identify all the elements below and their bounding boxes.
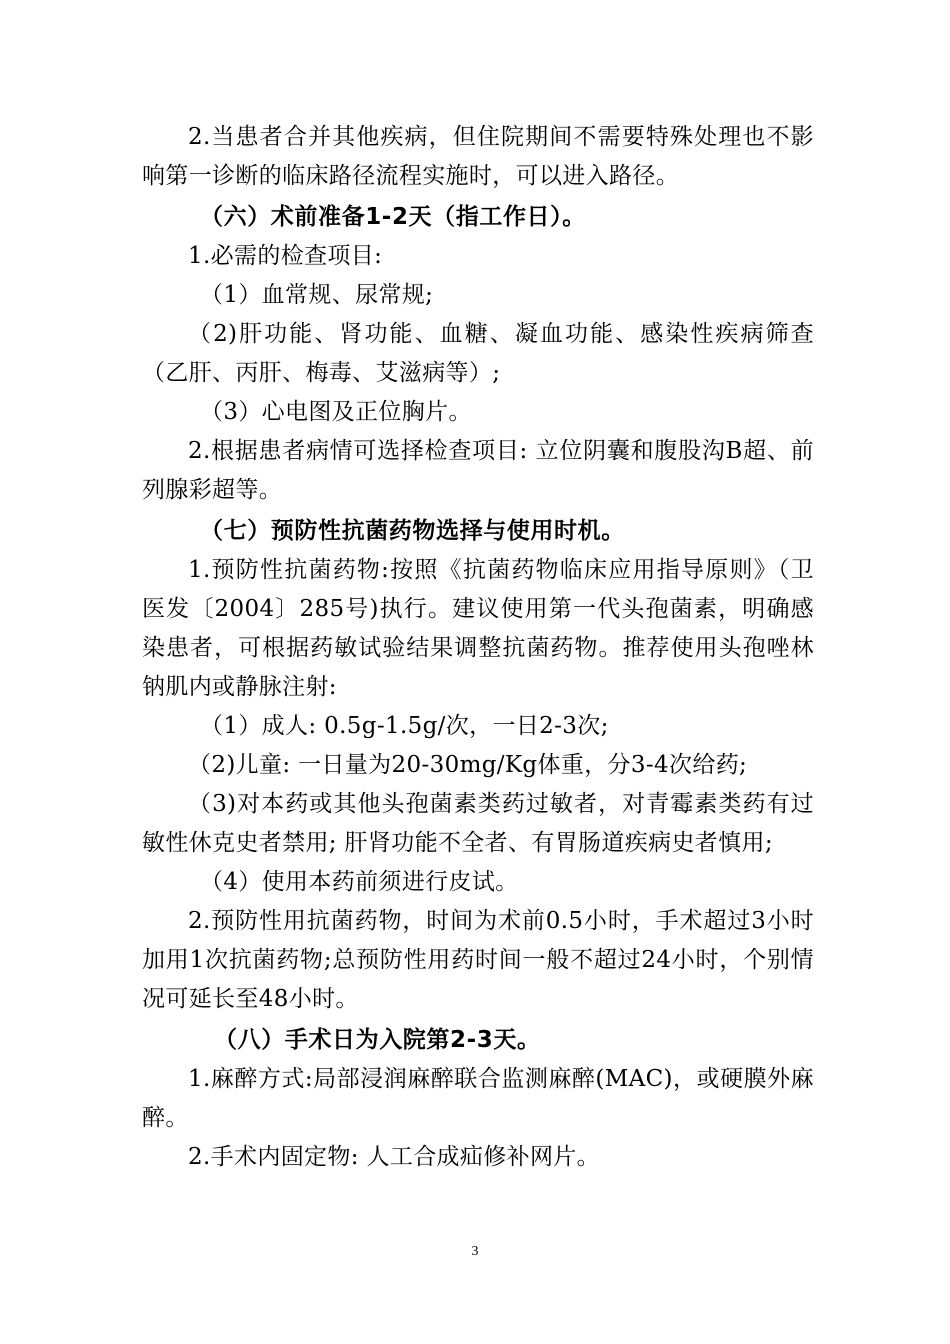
paragraph-antibiotic-guidelines: 1.预防性抗菌药物:按照《抗菌药物临床应用指导原则》（卫医发〔2004〕285号)执行。建议使用第一代头孢菌素，明确感染患者，可根据药敏试验结果调整抗菌药物。推荐使用头孢唑林钠肌内或静脉注射:	[142, 557, 814, 700]
paragraph-required-exams: 1.必需的检查项目:	[188, 243, 383, 269]
list-item-blood-urine: （1）血常规、尿常规;	[200, 282, 434, 308]
list-item-adult-dose: （1）成人: 0.5g-1.5g/次，一日2-3次;	[200, 713, 609, 739]
paragraph-comorbidity: 2.当患者合并其他疾病，但住院期间不需要特殊处理也不影响第一诊断的临床路径流程实施时，可以进入路径。	[142, 124, 814, 189]
paragraph-optional-exams: 2.根据患者病情可选择检查项目: 立位阴囊和腹股沟B超、前列腺彩超等。	[142, 438, 814, 503]
heading-antibiotics: （七）预防性抗菌药物选择与使用时机。	[200, 518, 625, 544]
heading-surgery-day: （八）手术日为入院第2-3天。	[214, 1027, 541, 1053]
list-item-child-dose: （2)儿童: 一日量为20-30mg/Kg体重，分3-4次给药;	[188, 752, 748, 778]
list-item-ecg-xray: （3）心电图及正位胸片。	[200, 399, 472, 425]
list-item-contraindications: （3)对本药或其他头孢菌素类药过敏者，对青霉素类药有过敏性休克史者禁用; 肝肾功能不全者、有胃肠道疾病史者慎用;	[142, 791, 814, 856]
paragraph-antibiotic-timing: 2.预防性用抗菌药物，时间为术前0.5小时，手术超过3小时加用1次抗菌药物;总预防性用药时间一般不超过24小时，个别情况可延长至48小时。	[142, 908, 814, 1012]
list-item-liver-kidney: （2)肝功能、肾功能、血糖、凝血功能、感染性疾病筛查（乙肝、丙肝、梅毒、艾滋病等）;	[142, 321, 814, 386]
document-body	[142, 118, 814, 1177]
page-number: 3	[471, 1244, 479, 1259]
heading-preop-preparation: （六）术前准备1-2天（指工作日）。	[200, 204, 586, 230]
paragraph-anesthesia: 1.麻醉方式:局部浸润麻醉联合监测麻醉(MAC)，或硬膜外麻醉。	[142, 1066, 814, 1131]
list-item-skin-test: （4）使用本药前须进行皮试。	[200, 869, 519, 895]
paragraph-implant: 2.手术内固定物: 人工合成疝修补网片。	[188, 1144, 601, 1170]
